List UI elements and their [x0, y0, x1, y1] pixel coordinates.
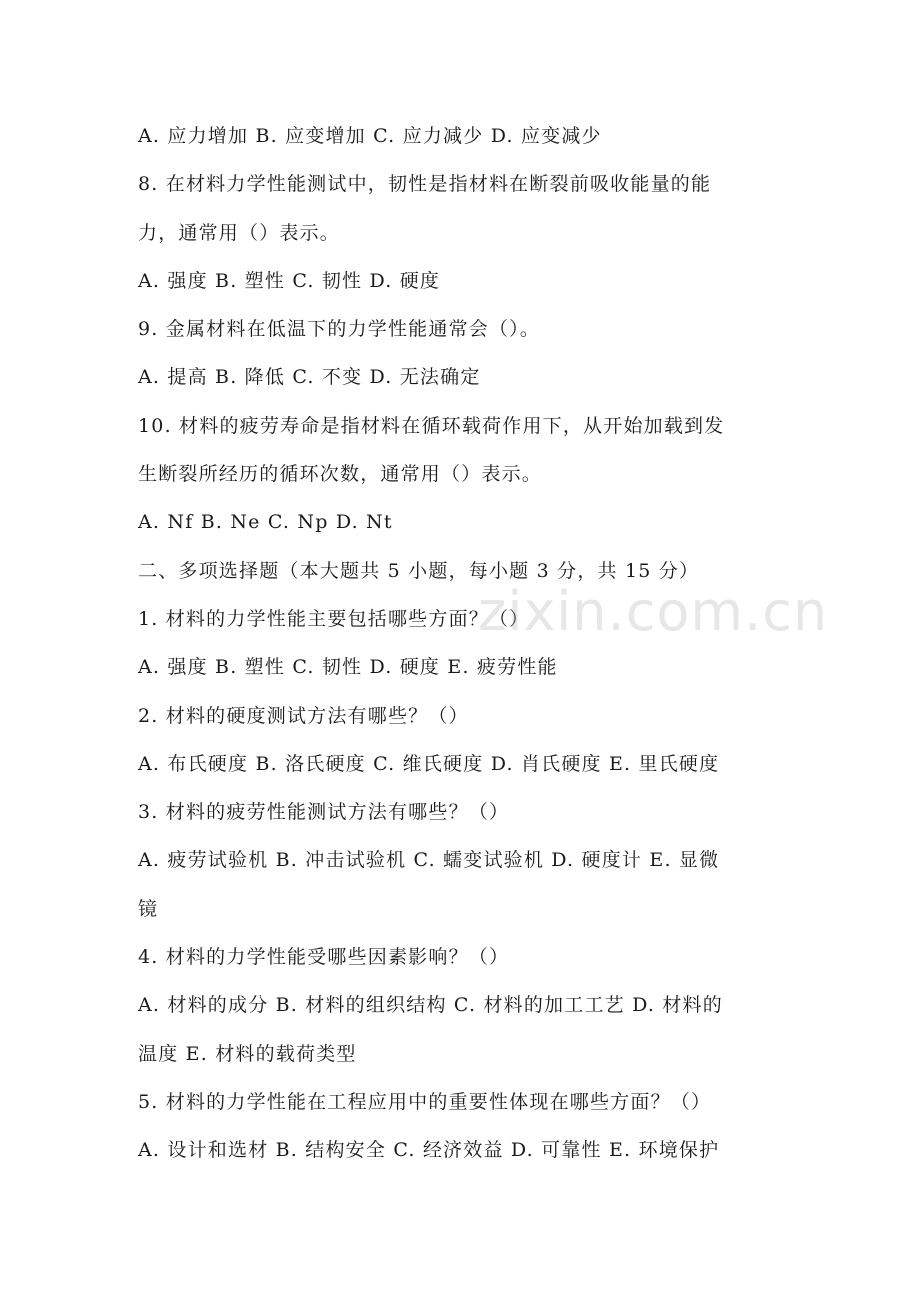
mc-question-5: 5. 材料的力学性能在工程应用中的重要性体现在哪些方面？（）	[138, 1090, 712, 1113]
option-line-mc4: A. 材料的成分 B. 材料的组织结构 C. 材料的加工工艺 D. 材料的	[138, 994, 723, 1017]
question-8-cont: 力，通常用（）表示。	[138, 221, 341, 244]
option-line-mc3-cont: 镜	[138, 897, 159, 920]
question-8: 8. 在材料力学性能测试中，韧性是指材料在断裂前吸收能量的能	[138, 173, 712, 196]
question-10: 10. 材料的疲劳寿命是指材料在循环载荷作用下，从开始加载到发	[138, 414, 725, 437]
document-body	[138, 112, 798, 1175]
option-line-mc3: A. 疲劳试验机 B. 冲击试验机 C. 蠕变试验机 D. 硬度计 E. 显微	[138, 849, 720, 872]
question-9: 9. 金属材料在低温下的力学性能通常会（）。	[138, 318, 541, 341]
mc-question-2: 2. 材料的硬度测试方法有哪些？（）	[138, 704, 469, 727]
option-line-mc5: A. 设计和选材 B. 结构安全 C. 经济效益 D. 可靠性 E. 环境保护	[138, 1139, 720, 1162]
option-line-mc4-cont: 温度 E. 材料的载荷类型	[138, 1042, 357, 1065]
option-line-q10: A. Nf B. Ne C. Np D. Nt	[138, 511, 393, 534]
option-line-q8: A. 强度 B. 塑性 C. 韧性 D. 硬度	[138, 269, 441, 292]
watermark: zixin.com.cn	[478, 580, 829, 643]
option-line-q7: A. 应力增加 B. 应变增加 C. 应力减少 D. 应变减少	[138, 125, 602, 147]
mc-question-1: 1. 材料的力学性能主要包括哪些方面？（）	[138, 607, 530, 630]
mc-question-3: 3. 材料的疲劳性能测试方法有哪些？（）	[138, 801, 510, 824]
question-10-cont: 生断裂所经历的循环次数，通常用（）表示。	[138, 463, 543, 486]
option-line-mc1: A. 强度 B. 塑性 C. 韧性 D. 硬度 E. 疲劳性能	[138, 656, 558, 679]
option-line-q9: A. 提高 B. 降低 C. 不变 D. 无法确定	[138, 366, 481, 389]
mc-question-4: 4. 材料的力学性能受哪些因素影响？（）	[138, 946, 510, 969]
option-line-mc2: A. 布氏硬度 B. 洛氏硬度 C. 维氏硬度 D. 肖氏硬度 E. 里氏硬度	[138, 752, 720, 775]
section-heading-multiple-choice: 二、多项选择题（本大题共 5 小题，每小题 3 分，共 15 分）	[138, 559, 700, 582]
